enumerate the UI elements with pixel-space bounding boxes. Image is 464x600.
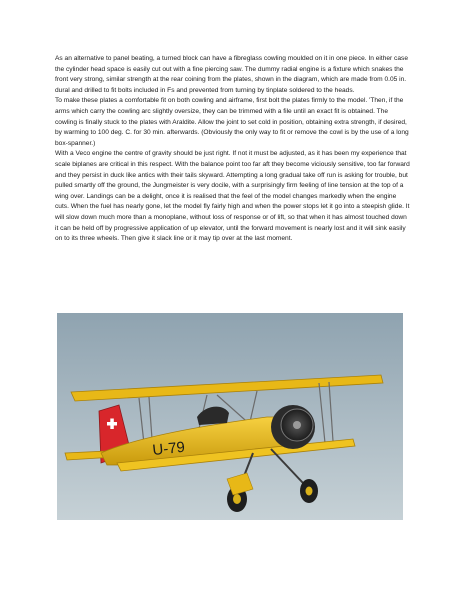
paragraph: With a Veco engine the centre of gravity should be just right. If not it must be adjusted, as it has been my experience that scale biplanes are critical in this respect. With the balance point too far aft they become viciously sensitive, too far forward and they persist in duck like antics with their tails skyward. Attempting a long gradual take off run is asking for trouble, but pulled smartly off the ground, the Jungmeister is very docile, with a surprisingly firm feeling of line tension at the top of a wing over. Landings can be a delight, once it is realised that the feel of the model changes markedly when the engine cuts. When the fuel has nearly gone, let the model fly fairly high and when the power stops let it go into a steepish glide. It will slow down much more than a monoplane, without loss of response or of lift, so that when it has almost touched down it can be held off by progressive application of up elevator, until the forward movement is nearly lost and it will sink easily on to its three wheels. Then give it slack line or it may tip over at the last moment. — [55, 150, 410, 243]
swiss-cross-v — [110, 419, 114, 430]
article-body — [55, 54, 410, 245]
left-wheel-hub — [233, 494, 241, 504]
paragraph: As an alternative to panel beating, a turned block can have a fibreglass cowling moulded on it in one piece. In either case the cylinder head space is easily cut out with a fine piercing saw. The dummy radial engine is a fixture which snakes the front very strong, similar strength at the rear coining from the plates, shown in the diagram, which are made from 0.05 in. dural and drilled to fit bolts included in Fs and prevented from turning by tinplate soldered to the heads. — [55, 55, 408, 94]
registration-text: U-79 — [151, 438, 186, 459]
spinner — [293, 421, 301, 429]
biplane-photo — [57, 313, 403, 520]
paragraph: To make these plates a comfortable fit on both cowling and airframe, first bolt the plates firmly to the model. 'Then, if the arms which carry the cowling arc slightly oversize, they can be trimmed with a file until an exact fit is obtained. The cowling is finally stuck to the plates with Araldite. Allow the joint to set cold in position, obtaining extra strength, if desired, by warming to 100 deg. C. for 30 min. afterwards. (Obviously the only way to fit or remove the cowl is by the use of a long box-spanner.) — [55, 97, 409, 147]
right-wheel-hub — [306, 487, 313, 496]
biplane-illustration — [57, 313, 403, 520]
